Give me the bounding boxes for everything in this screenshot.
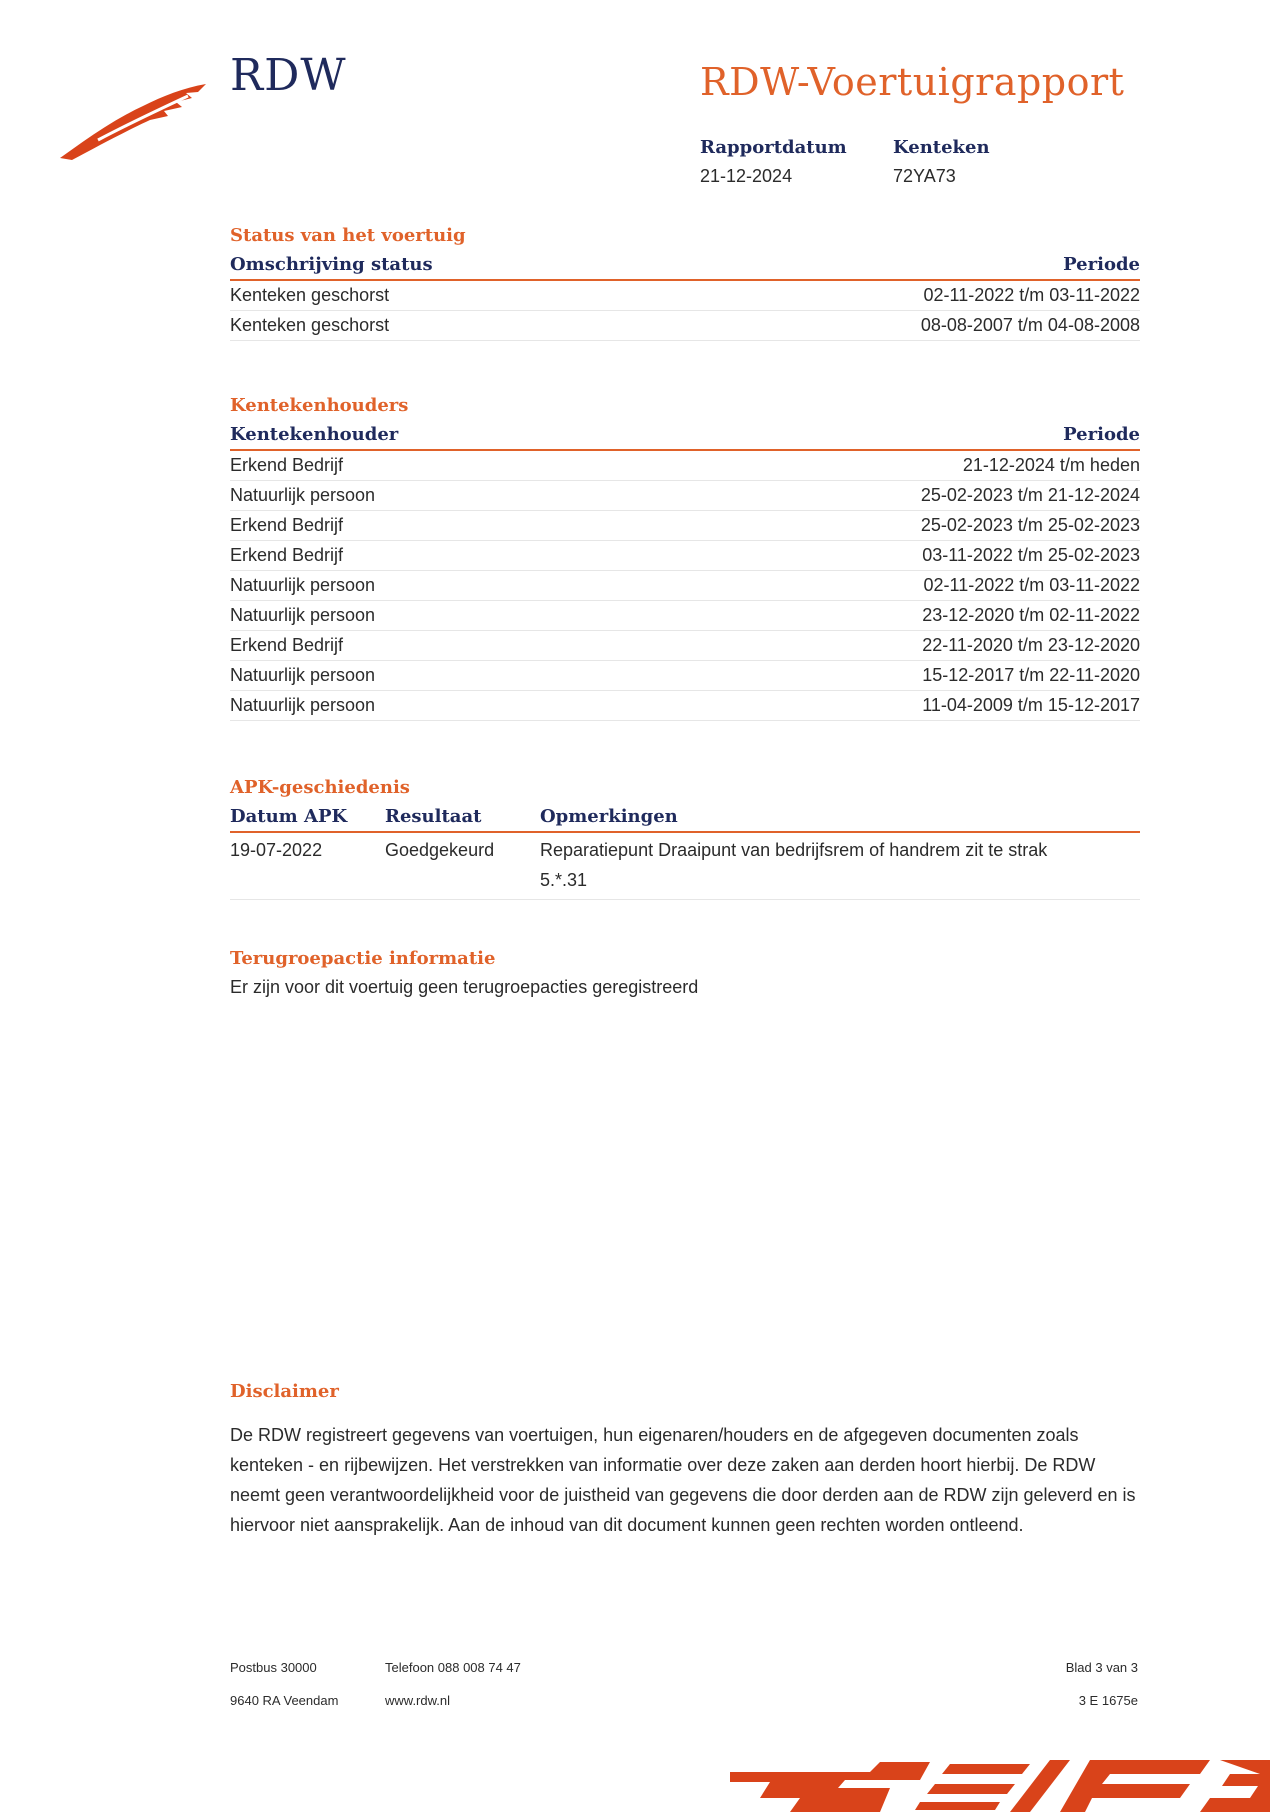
status-desc: Kenteken geschorst (230, 285, 390, 305)
holder-name: Natuurlijk persoon (230, 605, 376, 625)
table-row (230, 601, 1140, 631)
status-section (230, 225, 1140, 341)
apk-remark-line: 5.*.31 (540, 870, 588, 890)
holder-period: 11-04-2009 t/m 15-12-2017 (922, 695, 1140, 715)
rdw-stripes-icon (730, 1752, 1270, 1812)
holder-period: 25-02-2023 t/m 21-12-2024 (920, 485, 1140, 505)
holder-name: Natuurlijk persoon (230, 695, 376, 715)
table-header (230, 254, 1140, 281)
apk-remarks (540, 835, 1140, 895)
apk-section (230, 777, 1140, 900)
holder-name: Erkend Bedrijf (230, 635, 344, 655)
section-title: APK-geschiedenis (230, 777, 410, 798)
footer-postbus: Postbus 30000 (230, 1660, 317, 1675)
table-row (230, 311, 1140, 341)
section-title: Terugroepactie informatie (230, 948, 496, 969)
report-date-label: Rapportdatum (700, 137, 847, 158)
holder-period: 23-12-2020 t/m 02-11-2022 (922, 605, 1140, 625)
holder-period: 03-11-2022 t/m 25-02-2023 (922, 545, 1140, 565)
holder-name: Natuurlijk persoon (230, 665, 376, 685)
apk-result: Goedgekeurd (385, 840, 495, 860)
column-header: Periode (1063, 424, 1140, 445)
column-header: Datum APK (230, 806, 348, 827)
section-title: Status van het voertuig (230, 225, 466, 246)
holder-name: Natuurlijk persoon (230, 485, 376, 505)
column-header: Resultaat (385, 806, 482, 827)
table-row (230, 661, 1140, 691)
holder-period: 25-02-2023 t/m 25-02-2023 (920, 515, 1140, 535)
holder-period: 02-11-2022 t/m 03-11-2022 (923, 575, 1140, 595)
section-title: Kentekenhouders (230, 395, 409, 416)
status-desc: Kenteken geschorst (230, 315, 390, 335)
disclaimer-section (230, 1381, 1140, 1540)
table-row (230, 631, 1140, 661)
rdw-logo-icon (58, 80, 208, 162)
plate-value: 72YA73 (893, 166, 956, 186)
holder-name: Natuurlijk persoon (230, 575, 376, 595)
section-title: Disclaimer (230, 1381, 339, 1402)
disclaimer-text: De RDW registreert gegevens van voertuigen, hun eigenaren/houders en de afgegeven documenten zoals kenteken - en rijbewijzen. Het verstrekken van informatie over deze zaken aan derden hoort hierbij. De RDW neemt geen verantwoordelijkheid voor de juistheid van gegevens die door derden aan de RDW zijn geleverd en is hiervoor niet aansprakelijk. Aan de inhoud van dit document kunnen geen rechten worden ontleend. (230, 1425, 1136, 1535)
holder-name: Erkend Bedrijf (230, 455, 344, 475)
table-row (230, 541, 1140, 571)
column-header: Omschrijving status (230, 254, 433, 275)
report-title: RDW-Voertuigrapport (700, 60, 1125, 104)
table-row (230, 451, 1140, 481)
apk-date: 19-07-2022 (230, 840, 323, 860)
logo-text: RDW (230, 50, 347, 101)
recall-text: Er zijn voor dit voertuig geen terugroepacties geregistreerd (230, 977, 699, 997)
recall-section (230, 948, 1140, 998)
table-row (230, 571, 1140, 601)
holder-name: Erkend Bedrijf (230, 545, 344, 565)
footer-website-link[interactable]: www.rdw.nl (385, 1693, 451, 1708)
footer-phone: Telefoon 088 008 74 47 (385, 1660, 521, 1675)
holder-period: 15-12-2017 t/m 22-11-2020 (922, 665, 1140, 685)
table-row (230, 691, 1140, 721)
status-period: 08-08-2007 t/m 04-08-2008 (920, 315, 1140, 335)
holder-period: 21-12-2024 t/m heden (962, 455, 1140, 475)
plate-block (893, 137, 990, 187)
report-date-block (700, 137, 847, 187)
status-period: 02-11-2022 t/m 03-11-2022 (923, 285, 1140, 305)
apk-remark-line: Reparatiepunt Draaipunt van bedrijfsrem of handrem zit te strak (540, 840, 1048, 860)
holder-name: Erkend Bedrijf (230, 515, 344, 535)
holders-section (230, 395, 1140, 721)
table-row (230, 281, 1140, 311)
column-header: Kentekenhouder (230, 424, 399, 445)
plate-label: Kenteken (893, 137, 990, 158)
table-header (230, 424, 1140, 451)
holder-period: 22-11-2020 t/m 23-12-2020 (922, 635, 1140, 655)
table-row (230, 511, 1140, 541)
report-date-value: 21-12-2024 (700, 166, 793, 186)
footer-page-number: Blad 3 van 3 (1065, 1660, 1138, 1675)
table-header (230, 806, 1140, 833)
column-header: Opmerkingen (540, 806, 678, 827)
footer-city: 9640 RA Veendam (230, 1693, 339, 1708)
column-header: Periode (1063, 254, 1140, 275)
table-row (230, 481, 1140, 511)
footer-doc-code: 3 E 1675e (1078, 1693, 1138, 1708)
table-row (230, 833, 1140, 900)
